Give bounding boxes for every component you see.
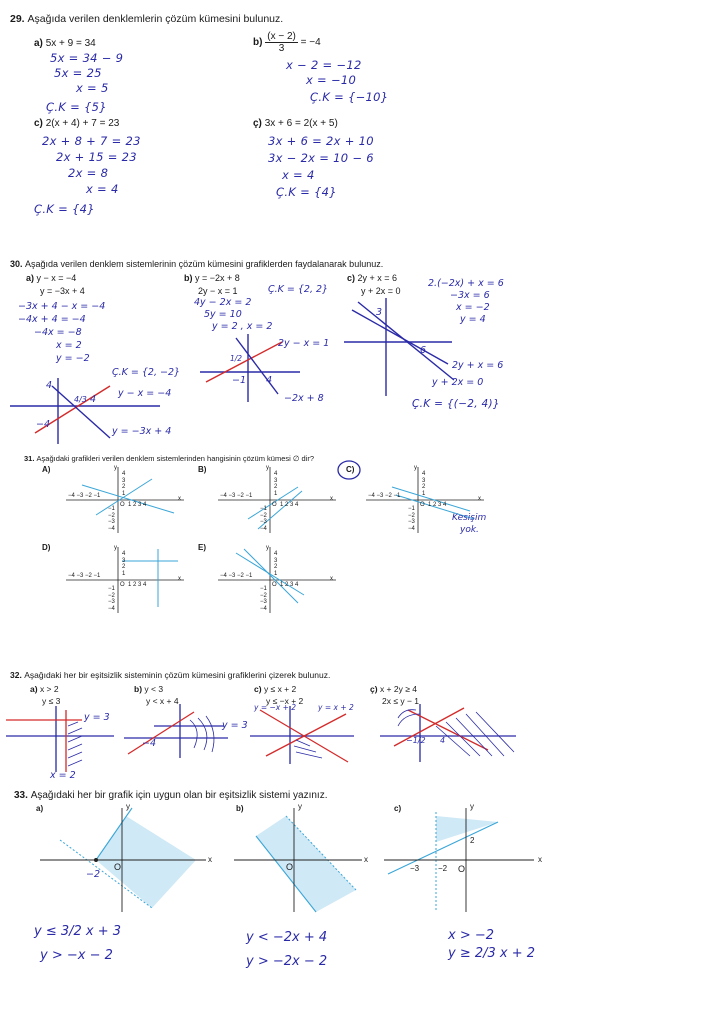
origin: O: [114, 862, 122, 872]
q32cc-ineq2: 2x ≤ y − 1: [382, 696, 420, 706]
axes: [218, 545, 338, 615]
work-line: x = −2: [456, 302, 490, 313]
note-line: yok.: [460, 525, 479, 535]
q29b-statement: [253, 31, 321, 54]
q30a-eq2: y = −3x + 4: [40, 286, 85, 296]
q32cc-graph: [380, 704, 520, 766]
q31-graph-a: [66, 465, 186, 535]
origin: O: [120, 502, 125, 508]
x-ticks-negative: −4 −3 −2 −1: [68, 493, 101, 499]
q30c-graph-label: 2y + x = 6: [452, 360, 504, 371]
x-ticks-positive: 1 2 3 4: [128, 582, 147, 588]
y-ticks-neg: −1 −2 −3 −4: [408, 506, 415, 532]
y-label: y: [470, 802, 474, 811]
y-ticks-pos: 4 3 2 1: [122, 551, 126, 577]
work-line: Ç.K = {4}: [34, 202, 95, 216]
q31-number: 31.: [24, 454, 35, 463]
q32a-ineq2: y ≤ 3: [42, 696, 61, 706]
x-ticks-positive: 1 2 3 4: [428, 502, 447, 508]
work-line: x − 2 = −12: [286, 58, 362, 72]
q30c-tick: 6: [420, 345, 427, 356]
work-line: 3x + 6 = 2x + 10: [268, 134, 374, 148]
q30a-graph-label: y − x = −4: [118, 388, 172, 399]
q30b-tick: 1/2: [230, 354, 243, 363]
q30c-tick: 3: [376, 307, 383, 318]
q32cc-ineq1: x + 2y ≥ 4: [379, 684, 417, 694]
work-line: 2x + 15 = 23: [56, 150, 137, 164]
x-label: x: [208, 855, 212, 864]
hatch: [294, 740, 322, 758]
y-label: y: [266, 465, 269, 471]
q33a-answer2: y > −x − 2: [40, 948, 113, 963]
origin: O: [272, 582, 277, 588]
q31-graph-e: [218, 545, 338, 615]
q29-title: Aşağıda verilen denklemlerin çözüm kümesini bulunuz.: [27, 13, 284, 25]
x-label: x: [330, 576, 333, 582]
q33-title: Aşağıdaki her bir grafik için uygun olan bir eşitsizlik sistemi yazınız.: [30, 790, 328, 801]
q32b-label: b): [134, 684, 143, 694]
q30a-eq1: y − x = −4: [36, 273, 77, 283]
q32cc-label: ç): [370, 684, 378, 694]
x-ticks-negative: −4 −3 −2 −1: [220, 573, 253, 579]
x-ticks-negative: −4 −3 −2 −1: [368, 493, 401, 499]
x-label: x: [538, 855, 542, 864]
x-label: x: [330, 496, 333, 502]
q30a-graph-label: y = −3x + 4: [112, 426, 172, 437]
q32-heading: [10, 670, 330, 680]
q31-selected-circle: [336, 459, 364, 481]
origin: O: [272, 502, 277, 508]
q33b-answer1: y < −2x + 4: [246, 930, 328, 945]
q30b-work: [194, 297, 272, 333]
q31-option-b[interactable]: B): [198, 465, 207, 474]
y-label: y: [414, 465, 417, 471]
work-line: Ç.K = {4}: [276, 185, 337, 199]
hatch: [190, 716, 214, 752]
q30b-tick: 4: [266, 375, 273, 386]
note-line: Kesişim: [452, 513, 487, 523]
q29b-fraction: [265, 31, 298, 54]
y-ticks-pos: 4 3 2 1: [274, 471, 278, 497]
y-ticks-pos: 4 3 2 1: [422, 471, 426, 497]
y-ticks-neg: −1 −2 −3 −4: [108, 586, 115, 612]
q33c-graph: [384, 808, 544, 912]
q33a-answer1: y ≤ 3/2 x + 3: [34, 924, 122, 939]
hatch: [68, 722, 82, 766]
y-label: y: [266, 545, 269, 551]
hatch: [398, 710, 514, 756]
y-ticks-neg: −1 −2 −3 −4: [260, 586, 267, 612]
q30a-tick: 4/3: [74, 395, 87, 404]
q30a-answer: Ç.K = {2, −2}: [112, 367, 181, 378]
q32b-ineq1: y < 3: [144, 684, 164, 694]
work-line: y = −2: [56, 353, 90, 364]
q32c-label: c): [254, 684, 262, 694]
q29-heading: [10, 13, 283, 25]
q32a-ineq1: x > 2: [39, 684, 59, 694]
q30a-tick: 4: [46, 380, 53, 391]
q30c-eq1: 2y + x = 6: [357, 273, 398, 283]
q30b-label: b): [184, 273, 193, 283]
origin: O: [458, 864, 466, 874]
q30b-tick: −1: [232, 375, 247, 386]
q32a-note: y = 3: [84, 712, 110, 723]
fraction-numerator: (x − 2): [267, 31, 296, 42]
q33c-answer2: y ≥ 2/3 x + 2: [448, 946, 536, 961]
q29c-work: [34, 133, 141, 217]
line-red: [128, 712, 194, 754]
q32-number: 32.: [10, 670, 22, 680]
q29c-statement: [34, 118, 119, 129]
q29b-work: [286, 58, 388, 105]
q30a-label: a): [26, 273, 35, 283]
q29b-rhs: = −4: [300, 37, 321, 49]
x-label: x: [178, 496, 181, 502]
q33c-tick: −2: [438, 864, 448, 873]
origin: O: [286, 862, 294, 872]
y-ticks-pos: 4 3 2 1: [122, 471, 126, 497]
q33a-label: a): [36, 804, 44, 813]
work-line: x = 5: [76, 81, 109, 95]
line-blue: [52, 386, 110, 438]
origin: O: [120, 582, 125, 588]
q29a-label: a): [34, 38, 43, 49]
q32a-statement: [30, 683, 60, 707]
q32c-ineq2: y ≤ −x + 2: [266, 696, 304, 706]
q33a-point: −2: [86, 869, 101, 880]
work-line: −4x + 4 = −4: [18, 314, 86, 325]
q30a-tick: −4: [36, 419, 51, 430]
work-line: Ç.K = {−10}: [310, 90, 389, 104]
q30c-statement: [347, 272, 401, 298]
q32c-note: y = x + 2: [318, 703, 354, 712]
x-ticks-positive: 1 2 3 4: [128, 502, 147, 508]
q33b-answer2: y > −2x − 2: [246, 954, 328, 969]
q32cc-note: 4: [440, 736, 446, 745]
q31-graph-b: [218, 465, 338, 535]
q32cc-note: −1/2: [406, 736, 426, 745]
q30-heading: [10, 259, 383, 269]
q29-number: 29.: [10, 13, 25, 25]
y-label: y: [126, 802, 130, 811]
q31-option-e[interactable]: E): [198, 543, 206, 552]
q33c-answer1: x > −2: [448, 928, 495, 943]
q32b-ineq2: y < x + 4: [146, 696, 179, 706]
q33c-label: c): [394, 804, 402, 813]
q32c-note: y = −x + 2: [254, 703, 297, 712]
q32-title: Aşağıdaki her bir eşitsizlik sisteminin çözüm kümesini grafiklerini çizerek bulunuz.: [24, 670, 331, 680]
q30b-statement: [184, 272, 240, 298]
work-line: −3x = 6: [450, 290, 490, 301]
work-line: 2x = 8: [68, 166, 109, 180]
q29cc-label: ç): [253, 118, 262, 129]
q29c-label: c): [34, 118, 43, 129]
x-ticks-positive: 1 2 3 4: [280, 582, 299, 588]
q33b-label: b): [236, 804, 244, 813]
axes: [218, 465, 338, 535]
q30b-graph-label: −2x + 8: [284, 393, 324, 404]
q33-heading: [14, 790, 327, 801]
work-line: x = 4: [282, 168, 315, 182]
x-ticks-negative: −4 −3 −2 −1: [68, 573, 101, 579]
line-red-1: [394, 708, 464, 746]
work-line: x = 2: [56, 340, 82, 351]
q33-number: 33.: [14, 790, 28, 801]
q29cc-statement: [253, 118, 338, 129]
q29cc-equation: 3x + 6 = 2(x + 5): [264, 118, 338, 129]
q29cc-work: [268, 133, 374, 201]
shaded-region: [256, 816, 356, 912]
q30-number: 30.: [10, 259, 23, 269]
q31-option-a[interactable]: A): [42, 465, 51, 474]
work-line: y = 4: [460, 314, 486, 325]
y-ticks-neg: −1 −2 −3 −4: [260, 506, 267, 532]
q31-title: Aşağıdaki grafikleri verilen denklem sistemlerinden hangisinin çözüm kümesi ∅ dir?: [36, 454, 315, 463]
q33a-graph: [40, 808, 216, 912]
x-ticks-negative: −4 −3 −2 −1: [220, 493, 253, 499]
q33c-tick: 2: [470, 836, 475, 845]
q31-option-d[interactable]: D): [42, 543, 51, 552]
q31-graph-d: [66, 545, 186, 615]
q30b-eq1: y = −2x + 8: [195, 273, 240, 283]
y-label: y: [114, 465, 117, 471]
point: [94, 858, 98, 862]
work-line: 2.(−2x) + x = 6: [428, 278, 504, 289]
q30b-answer: Ç.K = {2, 2}: [268, 284, 329, 295]
work-line: 3x − 2x = 10 − 6: [268, 151, 374, 165]
q32b-note: y = 3: [222, 720, 248, 731]
q30c-eq2: y + 2x = 0: [361, 286, 401, 296]
x-label: x: [364, 855, 368, 864]
work-line: 2x + 8 + 7 = 23: [42, 134, 141, 148]
q30a-tick: 4: [90, 394, 97, 405]
work-line: −4x = −8: [34, 327, 82, 338]
work-line: 5y = 10: [204, 309, 242, 320]
q29a-work: [46, 51, 124, 115]
shaded-region: [96, 816, 196, 908]
axes: [66, 465, 186, 535]
work-line: x = −10: [306, 73, 357, 87]
q32a-label: a): [30, 684, 38, 694]
work-line: 5x = 25: [54, 66, 102, 80]
work-line: 5x = 34 − 9: [50, 51, 124, 65]
work-line: Ç.K = {5}: [46, 100, 107, 114]
x-ticks-positive: 1 2 3 4: [280, 502, 299, 508]
q29a-equation: 5x + 9 = 34: [45, 38, 96, 49]
q32c-graph: [250, 706, 358, 766]
q30b-graph-label: 2y − x = 1: [278, 338, 330, 349]
line-2: [358, 302, 454, 380]
x-label: x: [478, 496, 481, 502]
x-label: x: [178, 576, 181, 582]
q30a-work: [18, 300, 105, 365]
q32b-note: −4: [142, 738, 157, 749]
q29a-statement: [34, 38, 96, 49]
q32a-note: x = 2: [50, 770, 76, 781]
q30c-label: c): [347, 273, 356, 283]
q30b-eq2: 2y − x = 1: [198, 286, 238, 296]
q31-option-c[interactable]: C): [346, 465, 355, 474]
q31-heading: [24, 454, 314, 463]
q33c-tick: −3: [410, 864, 420, 873]
shaded-region: [436, 816, 498, 842]
q31-note: [452, 512, 486, 536]
q30c-graph-label: y + 2x = 0: [432, 377, 484, 388]
fraction-denominator: 3: [278, 43, 285, 54]
q32c-ineq1: y ≤ x + 2: [263, 684, 297, 694]
y-label: y: [114, 545, 117, 551]
q29b-label: b): [253, 37, 263, 49]
axes: [66, 545, 186, 615]
y-ticks-neg: −1 −2 −3 −4: [108, 506, 115, 532]
work-line: y = 2 , x = 2: [212, 321, 273, 332]
q30-title: Aşağıda verilen denklem sistemlerinin çözüm kümesini grafiklerden faydalanarak bulunuz.: [25, 259, 384, 269]
q30a-statement: [26, 272, 85, 298]
q29c-equation: 2(x + 4) + 7 = 23: [45, 118, 120, 129]
work-line: −3x + 4 − x = −4: [18, 301, 106, 312]
y-label: y: [298, 802, 302, 811]
q32b-graph: [124, 704, 234, 760]
q30c-answer: Ç.K = {(−2, 4)}: [412, 398, 500, 410]
work-line: x = 4: [86, 182, 119, 196]
q33b-graph: [234, 808, 374, 912]
y-ticks-pos: 4 3 2 1: [274, 551, 278, 577]
origin: O: [420, 502, 425, 508]
work-line: 4y − 2x = 2: [194, 297, 252, 308]
